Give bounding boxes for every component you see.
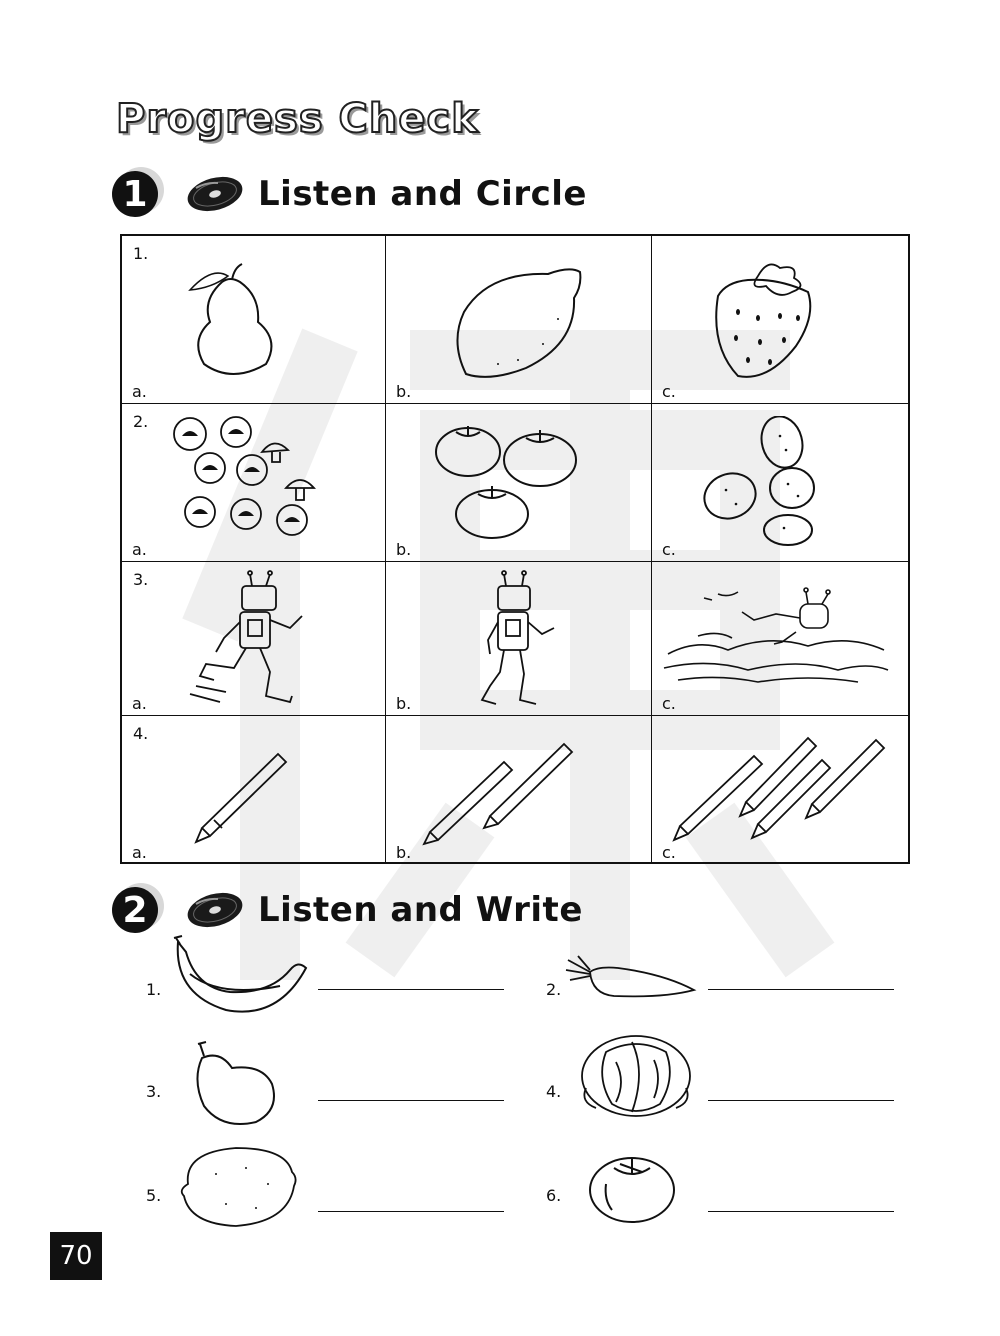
cabbage-picture [576, 1032, 696, 1120]
option-4b[interactable] [386, 716, 652, 864]
option-letter: b. [396, 694, 412, 713]
pear-picture [182, 260, 292, 380]
potatoes-picture [700, 416, 830, 546]
answer-line-1[interactable] [318, 989, 504, 990]
option-letter: c. [662, 540, 676, 559]
write-item-1-number: 1. [146, 980, 162, 999]
section-2-title: Listen and Write [258, 890, 583, 930]
answer-line-3[interactable] [318, 1100, 504, 1101]
tomatoes-picture [434, 422, 584, 542]
four-pencils-picture [672, 736, 888, 848]
option-1b[interactable] [386, 236, 652, 404]
option-1c[interactable] [652, 236, 910, 404]
write-item-2-number: 2. [546, 980, 562, 999]
cd-disc-icon [186, 890, 244, 930]
option-letter: a. [132, 843, 147, 862]
page-number: 70 [50, 1232, 102, 1280]
carrot-picture [564, 954, 698, 1002]
option-2c[interactable] [652, 404, 910, 562]
robot-running-picture [186, 568, 316, 710]
tomato-picture [586, 1150, 678, 1226]
option-letter: c. [662, 843, 676, 862]
option-letter: a. [132, 540, 147, 559]
question-number: 3. [133, 570, 149, 589]
section-2-number: 2 [112, 887, 158, 933]
one-pencil-picture [194, 750, 294, 846]
section-2-header [112, 880, 583, 940]
option-letter: a. [132, 694, 147, 713]
option-2b[interactable] [386, 404, 652, 562]
answer-line-2[interactable] [708, 989, 894, 990]
write-item-5-number: 5. [146, 1186, 162, 1205]
listen-circle-grid [120, 234, 910, 864]
option-letter: a. [132, 382, 147, 401]
mushrooms-picture [168, 416, 328, 536]
option-letter: b. [396, 843, 412, 862]
robot-walking-picture [462, 568, 572, 710]
answer-line-4[interactable] [708, 1100, 894, 1101]
lemon-picture [448, 264, 588, 384]
write-item-6-number: 6. [546, 1186, 562, 1205]
section-1-title: Listen and Circle [258, 174, 587, 214]
option-4a[interactable] [122, 716, 386, 864]
banana-picture [170, 934, 310, 1018]
option-3c[interactable] [652, 562, 910, 716]
lemon-small-picture [176, 1144, 300, 1230]
question-number: 2. [133, 412, 149, 431]
option-letter: b. [396, 540, 412, 559]
strawberry-picture [708, 256, 818, 380]
question-number: 1. [133, 244, 149, 263]
answer-line-5[interactable] [318, 1211, 504, 1212]
section-1-number: 1 [112, 171, 158, 217]
option-letter: b. [396, 382, 412, 401]
option-1a[interactable] [122, 236, 386, 404]
page-title: Progress Check [116, 96, 479, 142]
section-1-header [112, 164, 587, 224]
cd-disc-icon [186, 174, 244, 214]
option-3a[interactable] [122, 562, 386, 716]
two-pencils-picture [422, 742, 582, 846]
question-number: 4. [133, 724, 149, 743]
write-item-4-number: 4. [546, 1082, 562, 1101]
write-item-3-number: 3. [146, 1082, 162, 1101]
option-letter: c. [662, 694, 676, 713]
pear-small-picture [188, 1040, 282, 1128]
answer-line-6[interactable] [708, 1211, 894, 1212]
option-3b[interactable] [386, 562, 652, 716]
option-letter: c. [662, 382, 676, 401]
robot-swimming-picture [658, 584, 894, 694]
option-4c[interactable] [652, 716, 910, 864]
option-2a[interactable] [122, 404, 386, 562]
